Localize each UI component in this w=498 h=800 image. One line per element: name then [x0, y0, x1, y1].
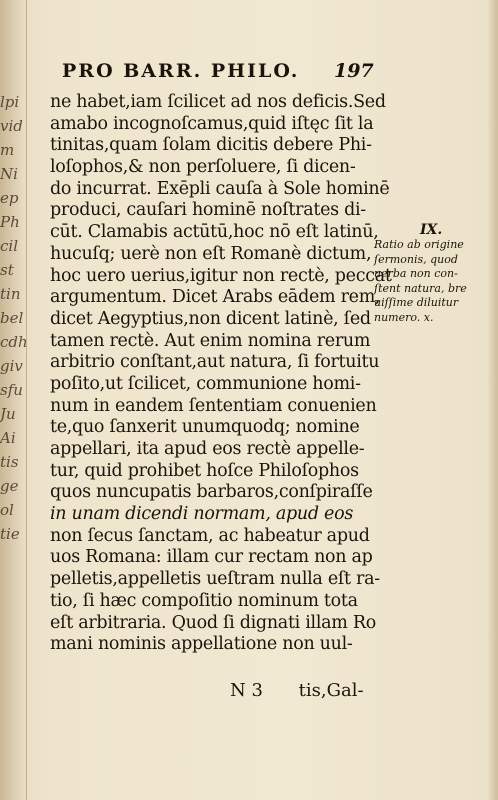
bleed-fragment: Ni	[0, 165, 18, 183]
bleed-fragment: st	[0, 261, 14, 279]
text-line: appellari, ita apud eos rectè appelle-	[50, 439, 365, 459]
catchword: tis,Gal-	[298, 680, 364, 701]
text-line: tinitas,quam ſolam dicitis debere Phi-	[50, 135, 372, 156]
text-line: num in eandem ſententiam conuenien	[50, 395, 377, 416]
marginal-note-line: numero. x.	[374, 310, 434, 324]
bleed-fragment: sfu	[0, 381, 23, 399]
text-line: argumentum. Dicet Arabs eādem rem,	[50, 287, 381, 308]
marginal-note-line: ſermonis, quod	[374, 252, 458, 266]
bleed-fragment: m	[0, 141, 15, 159]
text-line: do incurrat. Exēpli cauſa à Sole hominē	[50, 178, 390, 199]
text-line: tamen rectè. Aut enim nomina rerum	[50, 330, 371, 351]
text-line: ne habet,iam ſcilicet ad nos deficis.Sed	[50, 92, 386, 112]
signature-mark: N 3	[230, 680, 263, 701]
text-line: hoc uero uerius,igitur non rectè, peccat	[50, 265, 392, 286]
text-line: arbitrio conſtant,aut natura, ſi fortuitu	[50, 352, 380, 373]
bleed-fragment: cdh	[0, 333, 28, 351]
bleed-fragment: ge	[0, 477, 19, 495]
bleed-fragment: Ju	[0, 405, 16, 423]
bleed-fragment: cil	[0, 237, 18, 255]
bleed-fragment: vid	[0, 117, 23, 135]
text-line: tio, ſi hæc compoſitio nominum tota	[50, 590, 358, 611]
running-title: PRO BARR. PHILO.	[62, 60, 300, 82]
text-line: hucuſq; uerè non eſt Romanè dictum,	[50, 243, 372, 264]
bleed-fragment: Ai	[0, 429, 16, 447]
marginal-note-line: uerba non con-	[374, 267, 458, 280]
text-line: poſito,ut ſcilicet, communione homi-	[50, 373, 361, 394]
text-line: uos Romana: illam cur rectam non ap	[50, 547, 373, 568]
text-line: quos nuncupatis barbaros,conſpiraſſe	[50, 482, 373, 503]
marginal-note-line: Ratio ab origine	[374, 238, 464, 251]
marginal-note-line: uiſſime diluitur	[374, 296, 459, 309]
bleed-fragment: tie	[0, 525, 20, 543]
text-line: mani nominis appellatione non uul-	[50, 634, 353, 655]
text-line: pelletis,appelletis ueſtram nulla eſt ra-	[50, 569, 380, 590]
text-line: te,quo ſanxerit unumquodq; nomine	[50, 417, 360, 438]
text-line: loſophos,& non perſoluere, ſi dicen-	[50, 157, 356, 178]
text-line: amabo incognoſcamus,quid iſtęc ſit la	[50, 113, 374, 134]
bleed-fragment: Ph	[0, 213, 20, 231]
bleed-fragment: tin	[0, 285, 21, 303]
bleed-fragment: ol	[0, 501, 14, 519]
bleed-fragment: tis	[0, 453, 19, 471]
bleed-fragment: ep	[0, 189, 19, 207]
main-text-block	[50, 92, 392, 656]
marginal-note-line: ſtent natura, bre	[374, 281, 467, 295]
page-edge	[488, 0, 498, 800]
bleed-fragment: bel	[0, 309, 24, 327]
marginal-note	[374, 238, 492, 325]
text-line: tur, quid prohibet hoſce Philoſophos	[50, 460, 359, 481]
text-line: produci, cauſari hominē noſtrates di-	[50, 200, 366, 221]
facing-page-bleed	[0, 90, 28, 546]
page-number: 197	[334, 60, 374, 82]
text-line: cūt. Clamabis actūtū,hoc nō eſt latinū,	[50, 222, 379, 243]
text-line: non ſecus ſanctam, ac habeatur apud	[50, 525, 370, 546]
text-line: in unam dicendi normam, apud eos	[50, 504, 354, 525]
text-line: eſt arbitraria. Quod ſi dignati illam Ro	[50, 612, 376, 633]
marginal-number: IX.	[420, 222, 443, 238]
catchword-line	[230, 680, 364, 701]
bleed-fragment: giv	[0, 357, 23, 375]
bleed-fragment: lpi	[0, 93, 20, 111]
text-line: dicet Aegyptius,non dicent latinè, ſed	[50, 308, 371, 329]
